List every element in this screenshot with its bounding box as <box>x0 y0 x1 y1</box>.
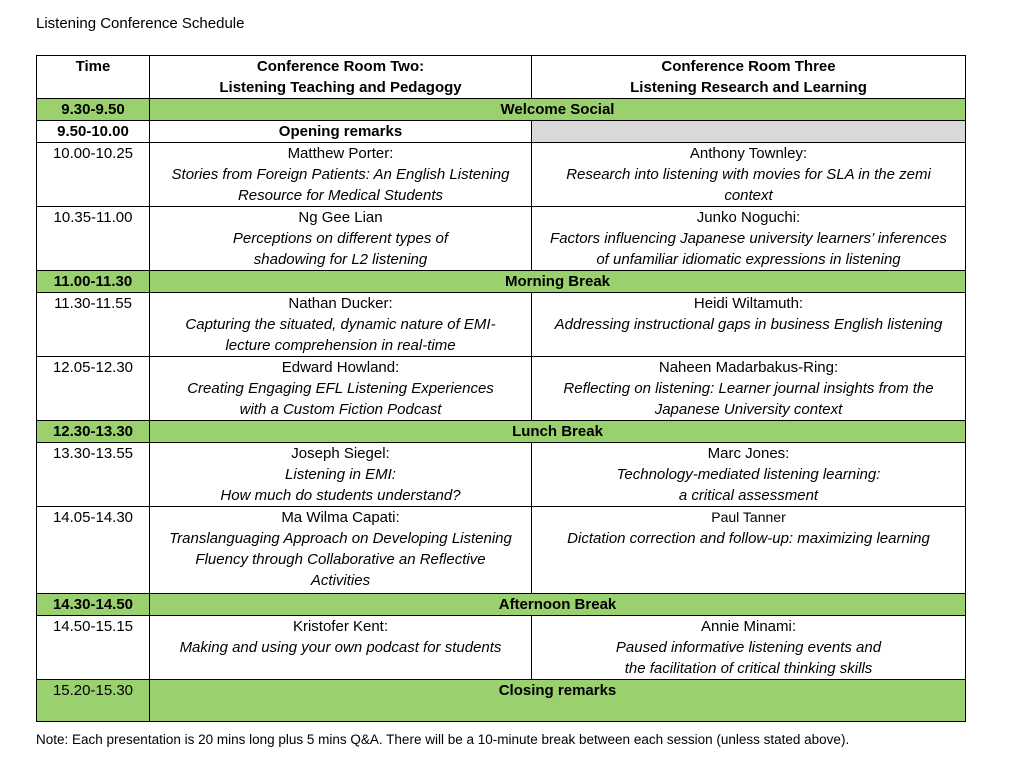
speaker-name: Edward Howland: <box>281 359 400 376</box>
break-label: Afternoon Break <box>150 594 966 616</box>
talk-title: lecture comprehension in real-time <box>225 337 456 354</box>
talk-title: Perceptions on different types of <box>232 230 449 247</box>
room-three-session <box>532 507 966 594</box>
speaker-name: Ng Gee Lian <box>298 209 383 226</box>
time-cell: 11.00-11.30 <box>37 271 150 293</box>
time-cell: 12.05-12.30 <box>37 357 150 421</box>
session-row <box>37 616 966 680</box>
talk-title: Making and using your own podcast for students <box>179 639 502 656</box>
time-cell: 15.20-15.30 <box>37 680 150 722</box>
talk-title: Capturing the situated, dynamic nature of EMI- <box>185 316 496 333</box>
room-two-session <box>150 293 532 357</box>
talk-title: Creating Engaging EFL Listening Experiences <box>187 380 494 397</box>
speaker-name: Nathan Ducker: <box>288 295 393 312</box>
break-row-afternoon <box>37 594 966 616</box>
talk-title: Translanguaging Approach on Developing Listening <box>169 530 512 547</box>
talk-title: Dictation correction and follow-up: maximizing learning <box>567 530 930 547</box>
room-three-session <box>532 293 966 357</box>
room-three-name: Conference Room Three <box>661 58 836 75</box>
talk-title: Fluency through Collaborative an Reflective <box>195 551 486 568</box>
time-cell: 14.05-14.30 <box>37 507 150 594</box>
room-two-theme: Listening Teaching and Pedagogy <box>219 79 462 96</box>
time-cell: 14.30-14.50 <box>37 594 150 616</box>
speaker-name: Marc Jones: <box>707 445 790 462</box>
time-cell: 10.35-11.00 <box>37 207 150 271</box>
room-two-name: Conference Room Two: <box>256 58 425 75</box>
room-three-session <box>532 207 966 271</box>
room-three-session <box>532 616 966 680</box>
closing-row <box>37 680 966 722</box>
talk-title: Research into listening with movies for SLA in the zemi <box>566 166 931 183</box>
break-row-morning <box>37 271 966 293</box>
time-cell: 14.50-15.15 <box>37 616 150 680</box>
speaker-name: Junko Noguchi: <box>696 209 801 226</box>
talk-title: Factors influencing Japanese university learners’ inferences <box>550 230 947 247</box>
break-label: Morning Break <box>150 271 966 293</box>
speaker-name: Paul Tanner <box>711 509 786 525</box>
talk-title: context <box>724 187 773 204</box>
opening-row <box>37 121 966 143</box>
break-label: Welcome Social <box>150 99 966 121</box>
session-label: Opening remarks <box>150 121 532 143</box>
room-two-session <box>150 143 532 207</box>
room-three-session <box>532 357 966 421</box>
session-row <box>37 143 966 207</box>
talk-title: Paused informative listening events and <box>615 639 882 656</box>
speaker-name: Matthew Porter: <box>287 145 394 162</box>
talk-title: of unfamiliar idiomatic expressions in listening <box>596 251 901 268</box>
talk-title: Stories from Foreign Patients: An English Listening <box>171 166 510 183</box>
header-room-three <box>532 56 966 99</box>
talk-title: Addressing instructional gaps in business English listening <box>554 316 943 333</box>
schedule-table <box>36 55 966 722</box>
session-row <box>37 293 966 357</box>
room-two-session <box>150 357 532 421</box>
speaker-name: Anthony Townley: <box>689 145 808 162</box>
talk-title: How much do students understand? <box>220 487 461 504</box>
talk-title: shadowing for L2 listening <box>253 251 428 268</box>
session-row <box>37 507 966 594</box>
talk-title: Listening in EMI: <box>285 466 396 483</box>
room-two-session <box>150 507 532 594</box>
speaker-name: Naheen Madarbakus-Ring: <box>658 359 839 376</box>
speaker-name: Kristofer Kent: <box>292 618 389 635</box>
time-cell: 11.30-11.55 <box>37 293 150 357</box>
break-row-lunch <box>37 421 966 443</box>
header-room-two <box>150 56 532 99</box>
room-two-session <box>150 207 532 271</box>
header-row <box>37 56 966 99</box>
session-row <box>37 357 966 421</box>
talk-title: with a Custom Fiction Podcast <box>239 401 442 418</box>
talk-title: the facilitation of critical thinking skills <box>624 660 873 677</box>
speaker-name: Annie Minami: <box>700 618 797 635</box>
time-cell: 12.30-13.30 <box>37 421 150 443</box>
closing-label: Closing remarks <box>150 680 966 722</box>
session-row <box>37 207 966 271</box>
time-cell: 9.30-9.50 <box>37 99 150 121</box>
talk-title: Activities <box>310 572 371 589</box>
speaker-name: Heidi Wiltamuth: <box>693 295 804 312</box>
schedule-note: Note: Each presentation is 20 mins long plus 5 mins Q&A. There will be a 10-minute break between each session (unless stated above). <box>36 732 850 747</box>
room-two-session <box>150 443 532 507</box>
time-cell: 9.50-10.00 <box>37 121 150 143</box>
room-three-theme: Listening Research and Learning <box>630 79 867 96</box>
talk-title: Technology-mediated listening learning: <box>616 466 881 483</box>
session-row <box>37 443 966 507</box>
empty-cell <box>532 121 966 143</box>
speaker-name: Ma Wilma Capati: <box>281 509 400 526</box>
break-label: Lunch Break <box>150 421 966 443</box>
room-two-session <box>150 616 532 680</box>
header-time: Time <box>37 56 150 99</box>
break-row-welcome <box>37 99 966 121</box>
talk-title: Resource for Medical Students <box>237 187 444 204</box>
room-three-session <box>532 443 966 507</box>
room-three-session <box>532 143 966 207</box>
time-cell: 13.30-13.55 <box>37 443 150 507</box>
talk-title: a critical assessment <box>678 487 819 504</box>
talk-title: Reflecting on listening: Learner journal insights from the <box>563 380 934 397</box>
speaker-name: Joseph Siegel: <box>291 445 390 462</box>
document-title: Listening Conference Schedule <box>36 15 245 32</box>
time-cell: 10.00-10.25 <box>37 143 150 207</box>
talk-title: Japanese University context <box>654 401 843 418</box>
